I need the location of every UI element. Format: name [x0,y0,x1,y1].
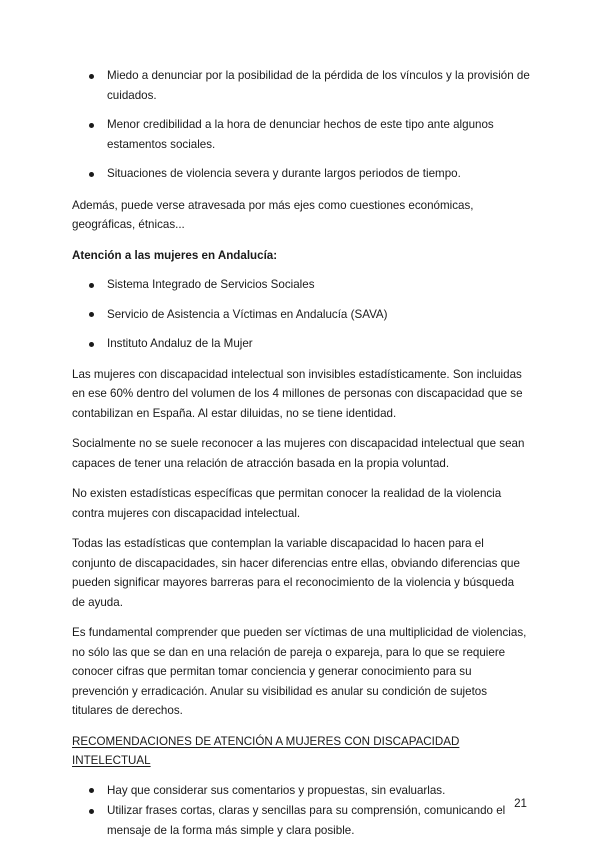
attention-bullet-list [72,275,530,354]
recommendation-bullet-item: Hay que considerar sus comentarios y propuestas, sin evaluarlas. [72,781,530,801]
body-paragraph: Todas las estadísticas que contemplan la variable discapacidad lo hacen para el conjunto de discapacidades, sin hacer diferencias entre ellas, obviando diferencias que pueden significar mayores barreras para el reconocimiento de la violencia y búsqueda de ayuda. [72,537,520,609]
attention-bullet-item: Sistema Integrado de Servicios Sociales [72,275,530,295]
recommendations-heading: RECOMENDACIONES DE ATENCIÓN A MUJERES CON DISCAPACIDAD INTELECTUAL [72,734,460,767]
body-paragraph: No existen estadísticas específicas que permitan conocer la realidad de la violencia contra mujeres con discapacidad intelectual. [72,487,502,520]
page-number: 21 [514,797,527,810]
recommendation-bullet-item: Utilizar frases cortas, claras y sencillas para su comprensión, comunicando el mensaje de la forma más simple y clara posible. [72,801,530,840]
body-paragraph: Las mujeres con discapacidad intelectual son invisibles estadísticamente. Son incluidas en ese 60% dentro del volumen de los 4 millones de personas con discapacidad que se contabilizan en España. Al estar diluidas, no se tiene identidad. [72,367,523,420]
body-paragraph: Socialmente no se suele reconocer a las mujeres con discapacidad intelectual que sean capaces de tener una relación de atracción basada en la propia voluntad. [72,437,525,470]
intro-bullet-item: Miedo a denunciar por la posibilidad de la pérdida de los vínculos y la provisión de cuidados. [72,66,530,105]
intro-bullet-item: Menor credibilidad a la hora de denunciar hechos de este tipo ante algunos estamentos sociales. [72,115,530,154]
body-paragraph: Es fundamental comprender que pueden ser víctimas de una multiplicidad de violencias, no sólo las que se dan en una relación de pareja o expareja, para lo que se requiere conocer cifras que permitan tomar conciencia y generar conocimiento para su prevención y erradicación. Anular su visibilidad es anular su condición de sujetos titulares de derechos. [72,626,527,717]
attention-heading: Atención a las mujeres en Andalucía: [72,248,278,262]
attention-bullet-item: Instituto Andaluz de la Mujer [72,334,530,354]
recommendation-bullet-list [72,781,530,841]
ademas-paragraph: Además, puede verse atravesada por más ejes como cuestiones económicas, geográficas, étnicas... [72,198,474,231]
attention-bullet-item: Servicio de Asistencia a Víctimas en Andalucía (SAVA) [72,305,530,325]
page-content [72,66,530,840]
intro-bullet-list [72,66,530,184]
intro-bullet-item: Situaciones de violencia severa y durante largos periodos de tiempo. [72,164,530,184]
